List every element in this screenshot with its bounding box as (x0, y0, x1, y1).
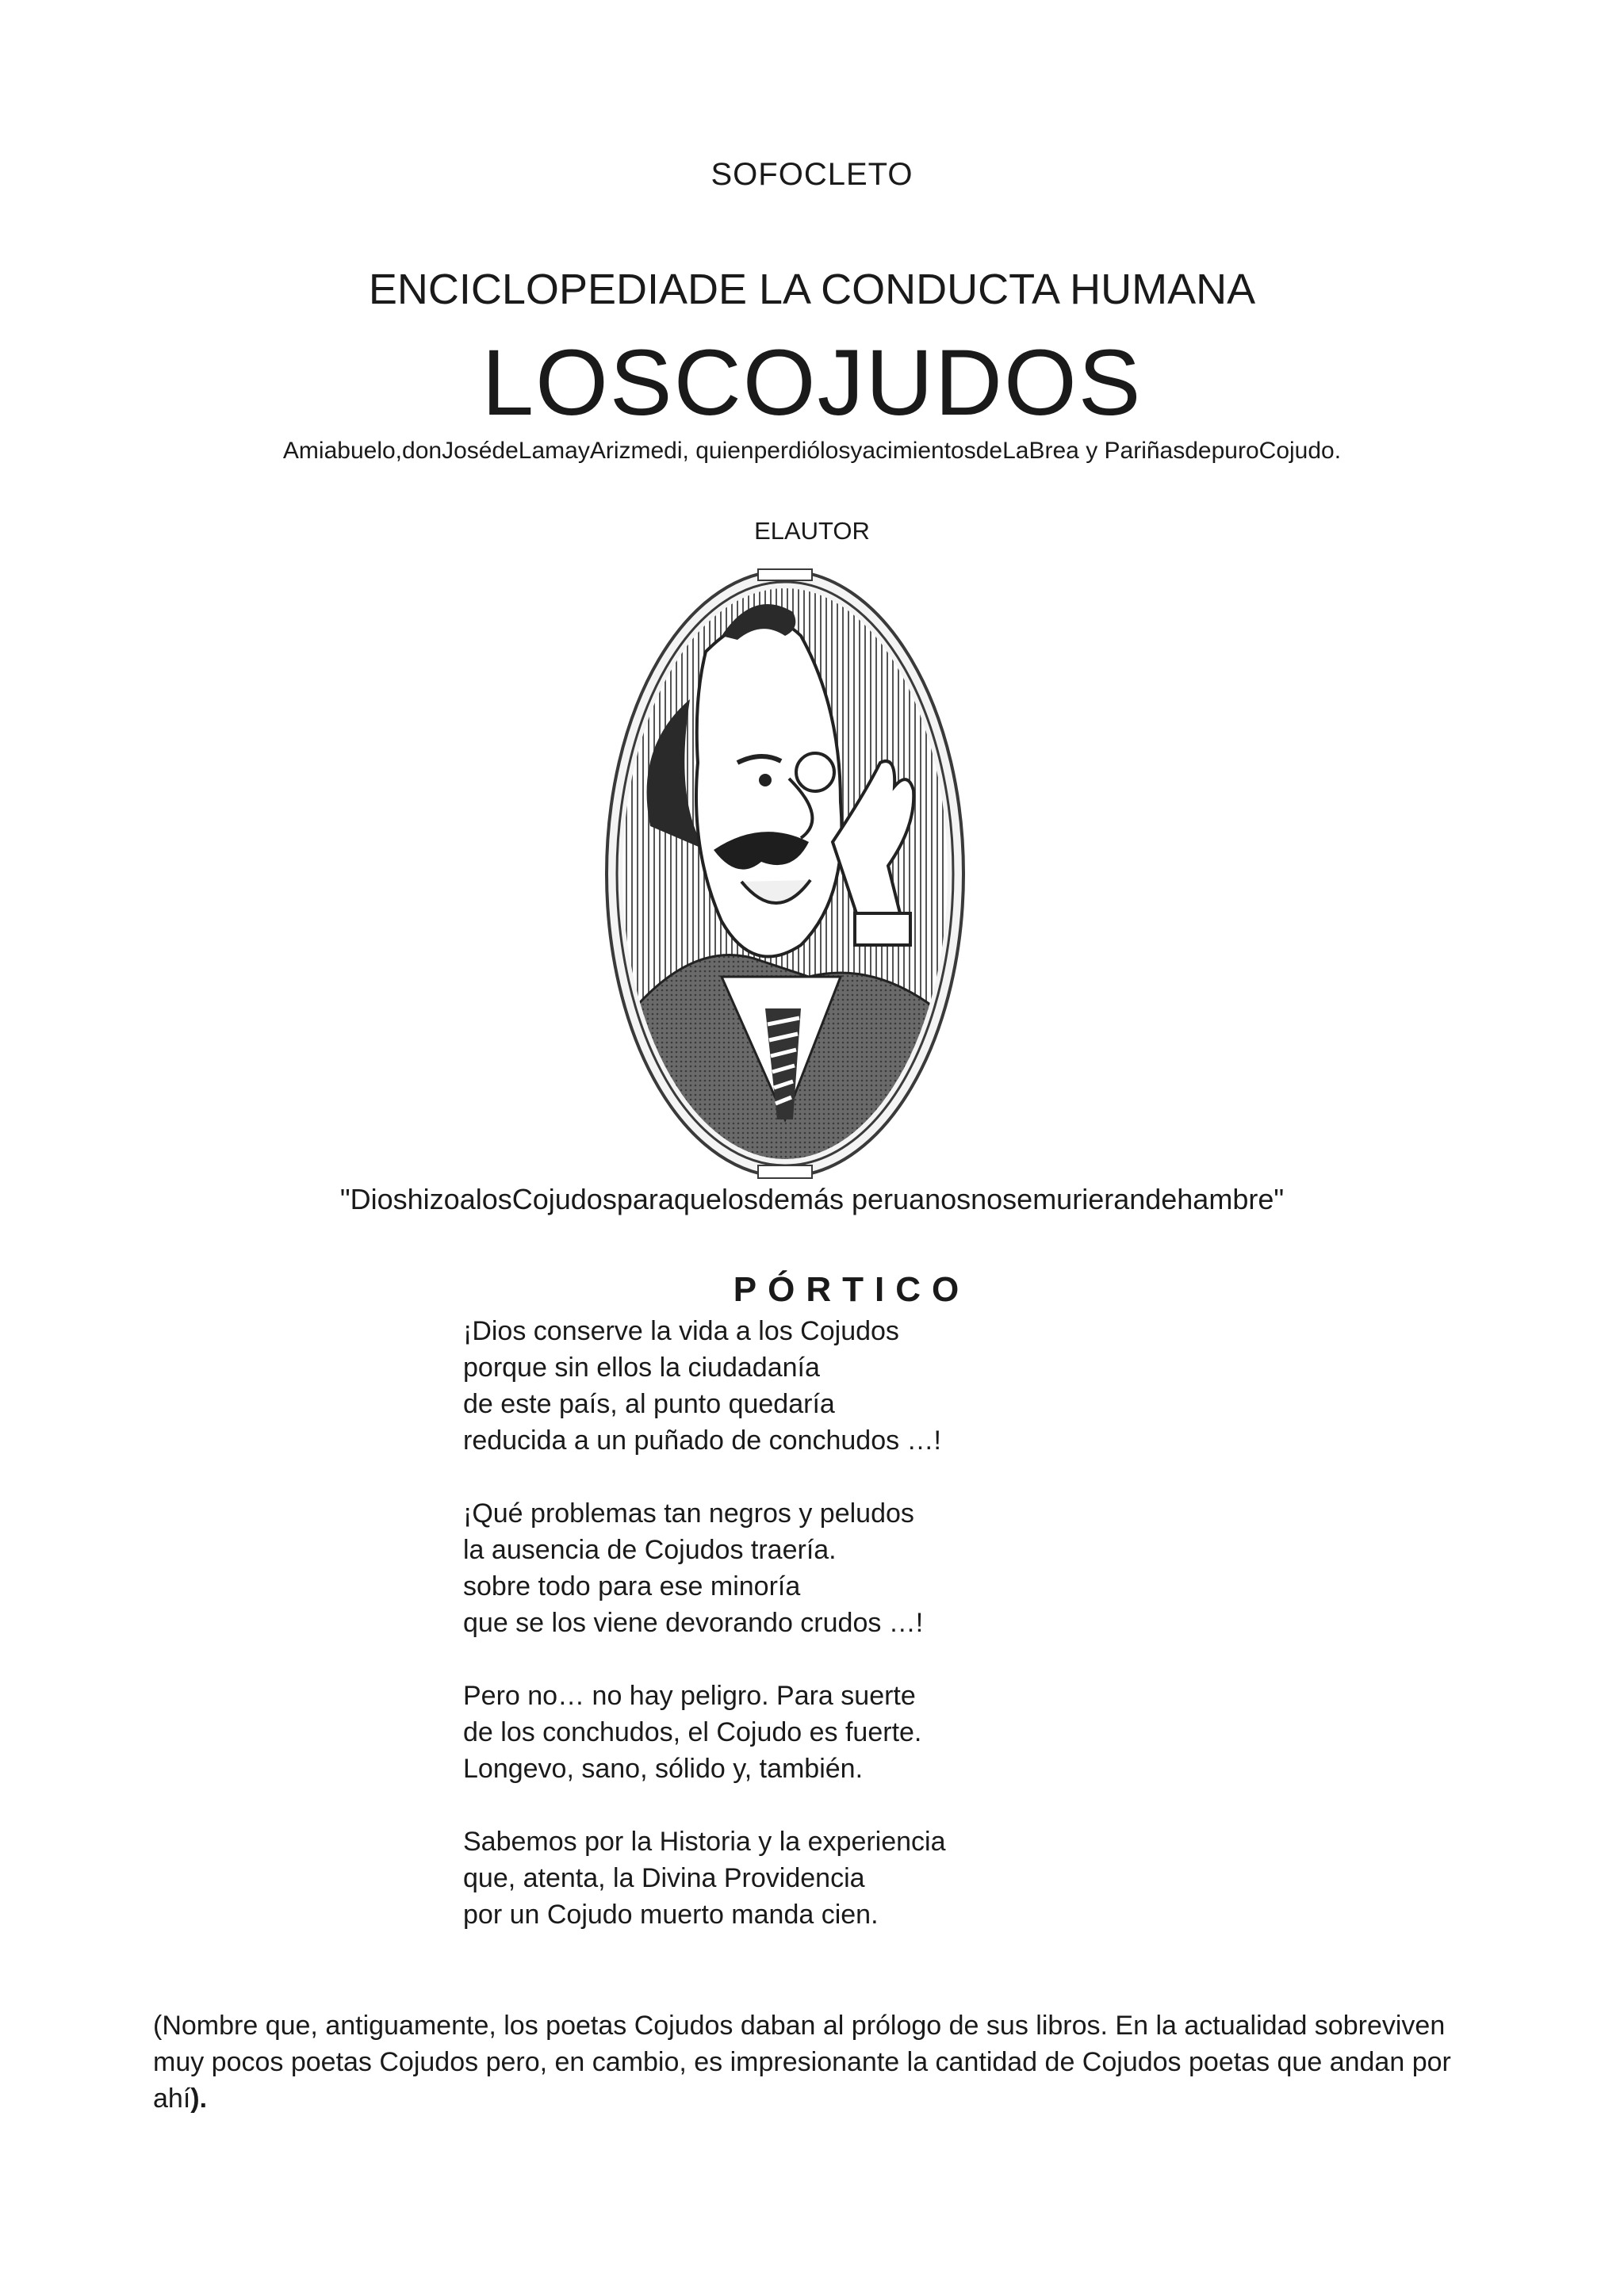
poem-line: sobre todo para ese minoría (463, 1571, 801, 1601)
footnote-end: ). (190, 2084, 208, 2114)
section-title: PÓRTICO (733, 1270, 971, 1309)
poem-line: porque sin ellos la ciudadanía (463, 1353, 820, 1383)
poem-line: Sabemos por la Historia y la experiencia (463, 1827, 946, 1857)
series-title: ENCICLOPEDIADE LA CONDUCTA HUMANA (368, 266, 1256, 313)
author-name: SOFOCLETO (710, 157, 914, 192)
poem-line: ¡Dios conserve la vida a los Cojudos (463, 1316, 899, 1346)
poem-line: por un Cojudo muerto manda cien. (463, 1900, 879, 1930)
poem-stanza (463, 1495, 946, 1641)
dedication-text: Amiabuelo,donJosédeLamayArizmedi, quienperdiólosyacimientosdeLaBrea y PariñasdepuroCojudo. (282, 438, 1342, 464)
footnote (153, 2007, 1485, 2117)
poem-line: que se los viene devorando crudos …! (463, 1608, 924, 1638)
poem-line: que, atenta, la Divina Providencia (463, 1863, 865, 1893)
poem-line: de los conchudos, el Cojudo es fuerte. (463, 1717, 922, 1747)
dedication-signature: ELAUTOR (754, 517, 870, 545)
footnote-text: (Nombre que, antiguamente, los poetas Cojudos daban al prólogo de sus libros. En la actualidad sobreviven muy pocos poetas Cojudos pero, en cambio, es impresionante la cantidad de Cojudos poetas que andan por ahí (153, 2011, 1451, 2114)
poem-stanza (463, 1823, 946, 1933)
book-title: LOSCOJUDOS (481, 331, 1143, 435)
poem-stanza (463, 1313, 946, 1459)
caricature-portrait-icon (603, 564, 967, 1183)
poem-stanza (463, 1678, 946, 1787)
poem-line: ¡Qué problemas tan negros y peludos (463, 1498, 914, 1529)
poem-line: Pero no… no hay peligro. Para suerte (463, 1681, 916, 1711)
poem-line: reducida a un puñado de conchudos …! (463, 1425, 942, 1456)
epigraph-quote: "DioshizoalosCojudosparaquelosdemás peruanosnosemurierandehambre" (339, 1183, 1285, 1215)
poem (463, 1313, 946, 1933)
poem-line: la ausencia de Cojudos traería. (463, 1535, 837, 1565)
poem-line: de este país, al punto quedaría (463, 1389, 835, 1419)
poem-line: Longevo, sano, sólido y, también. (463, 1754, 864, 1784)
